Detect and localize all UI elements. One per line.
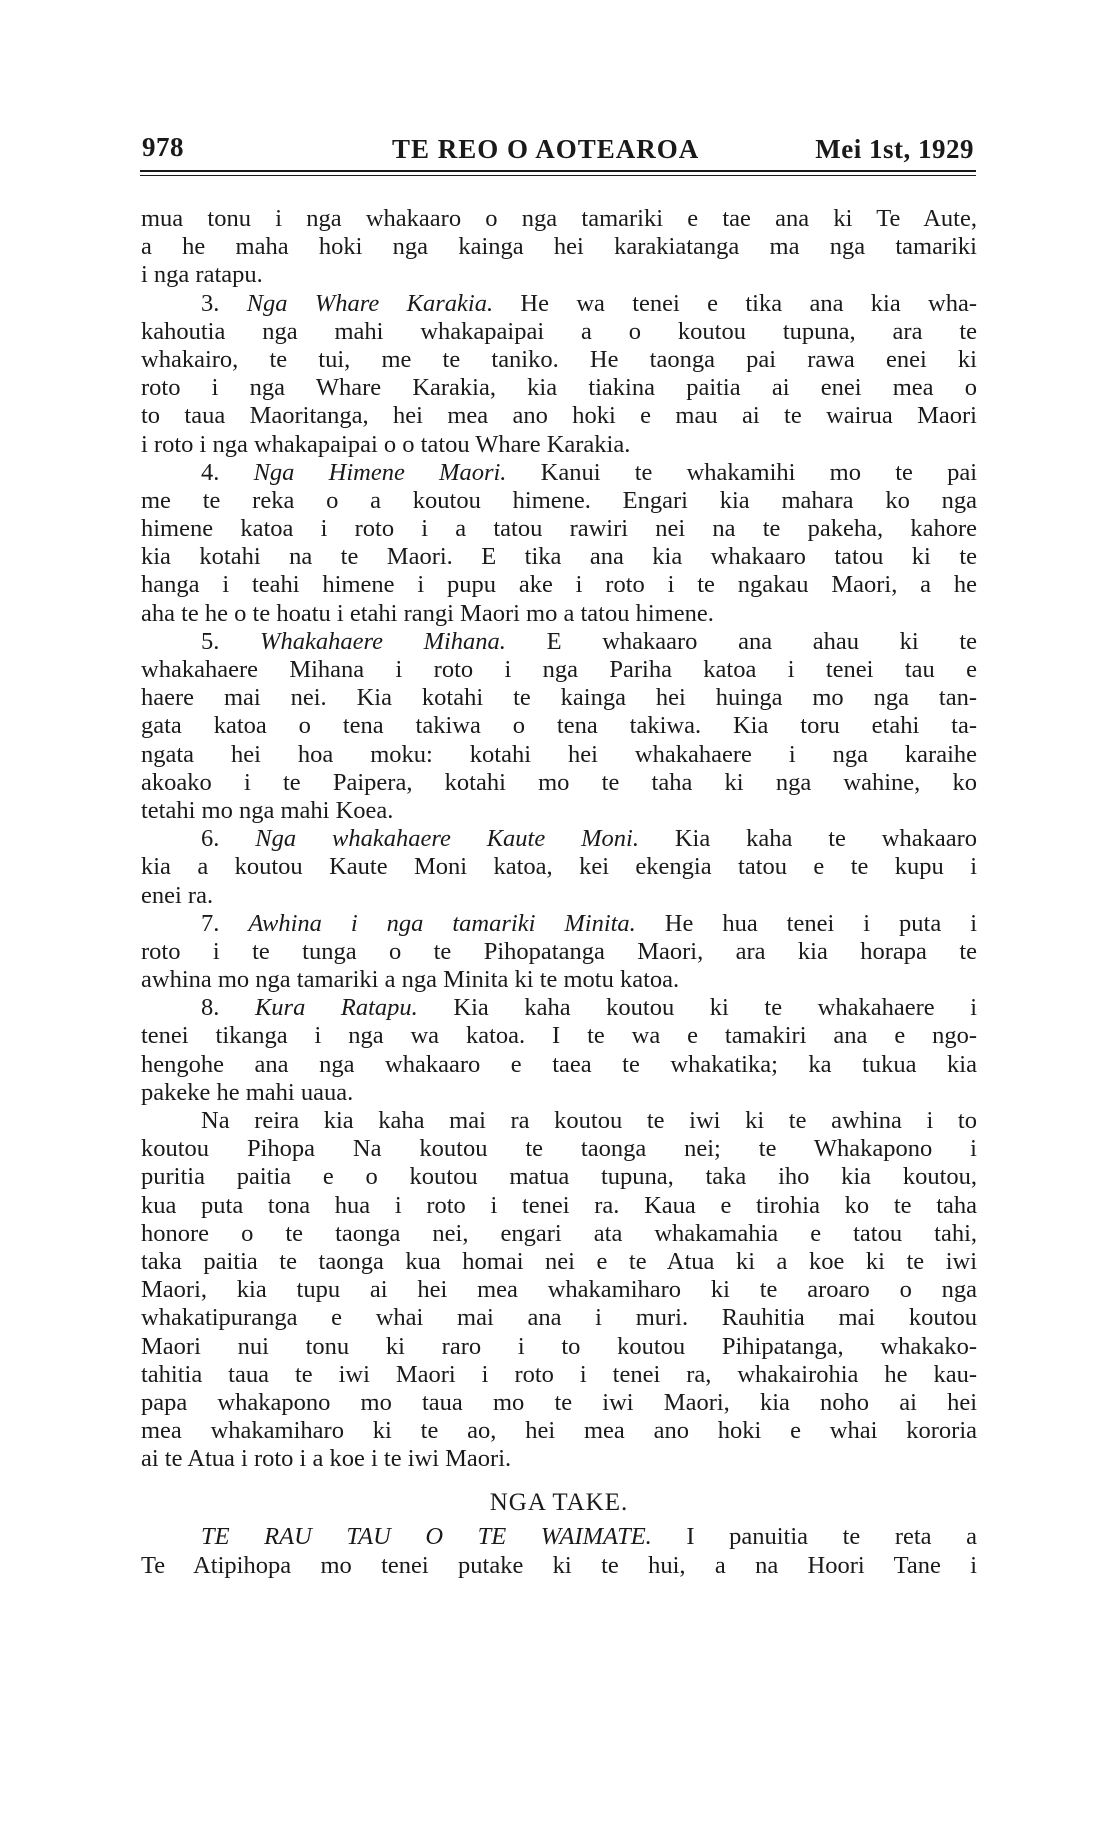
text-line (141, 1248, 977, 1276)
line-text: mua tonu i nga whakaaro o nga tamariki e tae ana ki Te Aute, (141, 205, 977, 232)
text-line (141, 1135, 977, 1163)
item-heading: Nga whakahaere Kaute Moni. (255, 825, 639, 853)
text-line (141, 1051, 977, 1079)
line-text: roto i te tunga o te Pihopatanga Maori, ara kia horapa te (141, 937, 977, 965)
text-line (141, 1523, 977, 1551)
text-line (141, 712, 977, 740)
text-line (141, 1107, 977, 1135)
text-line (141, 1333, 977, 1361)
line-text: awhina mo nga tamariki a nga Minita ki te motu katoa. (141, 966, 680, 994)
line-text: a he maha hoki nga kainga hei karakiatanga ma nga tamariki (141, 233, 977, 261)
item-heading: TE RAU TAU O TE WAIMATE. (201, 1523, 652, 1551)
article-body (141, 205, 977, 1580)
line-text: Kia kaha koutou ki te whakahaere i (453, 994, 978, 1022)
item-heading: Whakahaere Mihana. (260, 627, 506, 655)
page-number: 978 (142, 132, 184, 162)
text-line (141, 1163, 977, 1191)
text-line (141, 600, 977, 628)
line-text: i nga ratapu. (141, 261, 263, 289)
text-line (141, 205, 977, 233)
line-text: Maori, kia tupu ai hei mea whakamiharo ki te aroaro o nga (141, 1276, 977, 1304)
line-text: whakairo, te tui, me te taniko. He taonga pai rawa enei ki (141, 345, 977, 373)
text-line (141, 769, 977, 797)
line-text: E whakaaro ana ahau ki te (546, 627, 978, 655)
text-line (141, 966, 977, 994)
text-line (141, 656, 977, 684)
text-line (141, 1445, 977, 1473)
text-line (141, 1022, 977, 1050)
item-heading: Nga Himene Maori. (253, 458, 507, 486)
line-text: kia kotahi na te Maori. E tika ana kia whakaaro tatou ki te (141, 543, 977, 571)
text-line (141, 1220, 977, 1248)
line-text: He hua tenei i puta i (664, 909, 978, 937)
text-line (141, 882, 977, 910)
text-line (141, 431, 977, 459)
text-line (141, 233, 977, 261)
line-text: I panuitia te reta a (686, 1523, 978, 1551)
text-line (141, 1079, 977, 1107)
text-line (141, 1276, 977, 1304)
line-text: kia a koutou Kaute Moni katoa, kei ekengia tatou e te kupu i (141, 853, 977, 881)
line-text: Te Atipihopa mo tenei putake ki te hui, a na Hoori Tane i (141, 1551, 977, 1579)
text-line (141, 543, 977, 571)
line-text: papa whakapono mo taua mo te iwi Maori, kia noho ai hei (141, 1388, 977, 1416)
line-text: tahitia taua te iwi Maori i roto i tenei ra, whakairohia he kau- (141, 1360, 977, 1388)
text-line (141, 290, 977, 318)
text-line (141, 1192, 977, 1220)
text-line (141, 571, 977, 599)
text-line (141, 1389, 977, 1417)
line-text: i roto i nga whakapaipai o o tatou Whare Karakia. (141, 430, 631, 458)
line-text: himene katoa i roto i a tatou rawiri nei na te pakeha, kahore (141, 515, 977, 543)
text-line (141, 318, 977, 346)
text-line (141, 346, 977, 374)
line-text: ai te Atua i roto i a koe i te iwi Maori. (141, 1445, 512, 1473)
text-line (141, 1552, 977, 1580)
text-line (141, 261, 977, 289)
line-text: enei ra. (141, 881, 214, 909)
page-header (142, 132, 974, 172)
text-line (141, 741, 977, 769)
text-line (141, 853, 977, 881)
line-text: hengohe ana nga whakaaro e taea te whakatika; ka tukua kia (141, 1050, 977, 1078)
line-text: Maori nui tonu ki raro i to koutou Pihipatanga, whakako- (141, 1332, 977, 1360)
line-text: honore o te taonga nei, engari ata whakamahia e tatou tahi, (141, 1219, 977, 1247)
line-text: mea whakamiharo ki te ao, hei mea ano hoki e whai kororia (141, 1417, 977, 1445)
text-line (141, 487, 977, 515)
issue-date: Mei 1st, 1929 (815, 134, 974, 164)
line-text: Kia kaha te whakaaro (674, 825, 978, 853)
line-text: kua puta tona hua i roto i tenei ra. Kaua e tirohia ko te taha (141, 1191, 977, 1219)
text-line (141, 628, 977, 656)
text-line (141, 402, 977, 430)
line-text: koutou Pihopa Na koutou te taonga nei; te Whakapono i (141, 1135, 977, 1163)
text-line (141, 515, 977, 543)
text-line (141, 684, 977, 712)
line-text: Na reira kia kaha mai ra koutou te iwi ki te awhina i to (201, 1107, 977, 1134)
item-number: 3. (201, 289, 247, 317)
line-text: tetahi mo nga mahi Koea. (141, 796, 394, 824)
line-text: tenei tikanga i nga wa katoa. I te wa e tamakiri ana e ngo- (141, 1022, 977, 1050)
text-line (141, 825, 977, 853)
line-text: kahoutia nga mahi whakapaipai a o koutou tupuna, ara te (141, 317, 977, 345)
item-number: 6. (201, 825, 256, 853)
item-number: 7. (201, 909, 249, 937)
header-rule (140, 170, 976, 172)
text-line (141, 938, 977, 966)
publication-title: TE REO O AOTEAROA (392, 134, 700, 164)
item-heading: Nga Whare Karakia. (246, 289, 494, 317)
line-text: whakatipuranga e whai mai ana i muri. Rauhitia mai koutou (141, 1304, 977, 1332)
line-text: to taua Maoritanga, hei mea ano hoki e mau ai te wairua Maori (141, 402, 977, 430)
item-number: 8. (201, 994, 255, 1022)
line-text: akoako i te Paipera, kotahi mo te taha ki nga wahine, ko (141, 768, 977, 796)
header-rule-thin (140, 175, 976, 176)
line-text: me te reka o a koutou himene. Engari kia mahara ko nga (141, 486, 977, 514)
text-line (141, 910, 977, 938)
item-heading: Awhina i nga tamariki Minita. (248, 909, 636, 937)
line-text: aha te he o te hoatu i etahi rangi Maori mo a tatou himene. (141, 599, 714, 627)
line-text: Kanui te whakamihi mo te pai (540, 458, 978, 486)
text-line (141, 994, 977, 1022)
line-text: whakahaere Mihana i roto i nga Pariha katoa i tenei tau e (141, 656, 977, 683)
item-number: 5. (201, 627, 261, 655)
text-line (141, 1304, 977, 1332)
item-number: 4. (201, 458, 254, 486)
text-line (141, 797, 977, 825)
section-title: NGA TAKE. (489, 1489, 629, 1517)
line-text: ngata hei hoa moku: kotahi hei whakahaere i nga karaihe (141, 740, 977, 768)
line-text: puritia paitia e o koutou matua tupuna, taka iho kia koutou, (141, 1163, 977, 1191)
line-text: hanga i teahi himene i pupu ake i roto i te ngakau Maori, a he (141, 571, 977, 599)
line-text: haere mai nei. Kia kotahi te kainga hei huinga mo nga tan- (141, 684, 977, 712)
line-text: He wa tenei e tika ana kia wha- (520, 289, 978, 317)
text-line (141, 459, 977, 487)
item-heading: Kura Ratapu. (254, 994, 418, 1022)
text-line (141, 374, 977, 402)
line-text: gata katoa o tena takiwa o tena takiwa. Kia toru etahi ta- (141, 712, 977, 740)
text-line (141, 1417, 977, 1445)
text-line (141, 1361, 977, 1389)
line-text: taka paitia te taonga kua homai nei e te Atua ki a koe ki te iwi (141, 1247, 977, 1275)
line-text: pakeke he mahi uaua. (141, 1078, 354, 1106)
line-text: roto i nga Whare Karakia, kia tiakina paitia ai enei mea o (141, 374, 977, 402)
